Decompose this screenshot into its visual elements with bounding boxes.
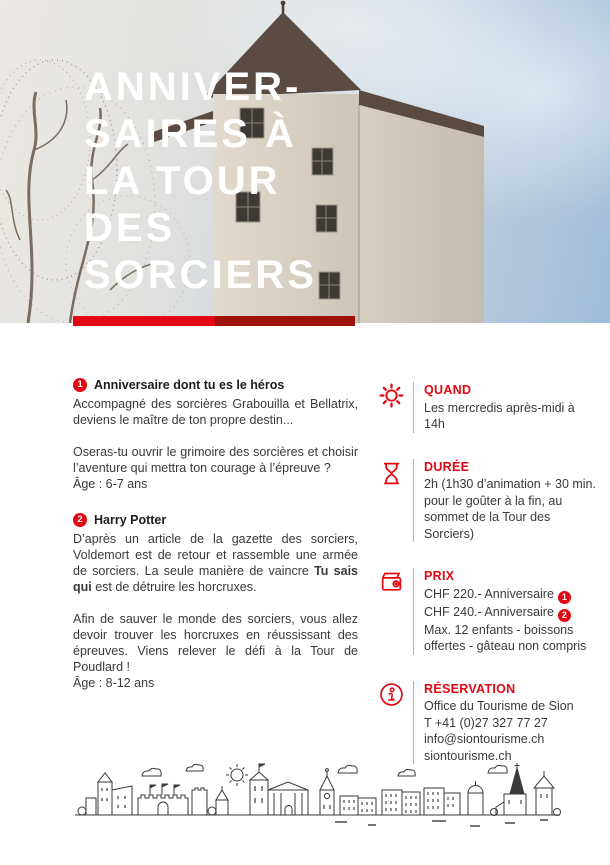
accent-bar-dark bbox=[215, 316, 355, 326]
info-block-quand bbox=[379, 382, 594, 433]
number-badge-2: 2 bbox=[73, 513, 87, 527]
info-title-prix: PRIX bbox=[424, 569, 455, 583]
section-paragraph: Oseras-tu ouvrir le grimoire des sorcières et choisir l’aventure qui mettra ton courage à l’épreuve ? bbox=[73, 445, 358, 475]
reservation-website[interactable]: siontourisme.ch bbox=[424, 748, 512, 763]
section-harry-potter bbox=[73, 512, 358, 691]
title-line: LA TOUR bbox=[84, 159, 281, 203]
price-line-1 bbox=[424, 586, 594, 604]
price-text: CHF 240.- Anniversaire bbox=[424, 604, 554, 619]
info-text-duree: 2h (1h30 d’animation + 30 min. pour le goûter à la fin, au sommet de la Tour des Sorciers) bbox=[424, 477, 596, 541]
title-line: DES bbox=[84, 206, 176, 250]
section-paragraph bbox=[73, 531, 358, 595]
practical-info-column bbox=[379, 382, 594, 790]
section-title: Harry Potter bbox=[94, 513, 167, 527]
section-paragraph: Afin de sauver le monde des sorciers, vous allez devoir trouver les horcruxes en réussissant des épreuves. Viens relever le défi à la Tour de Poudlard ! bbox=[73, 612, 358, 674]
info-block-duree bbox=[379, 459, 594, 543]
hourglass-icon bbox=[379, 459, 413, 543]
title-line: ANNIVER- bbox=[84, 65, 302, 109]
info-title-quand: QUAND bbox=[424, 383, 472, 397]
reservation-phone: T +41 (0)27 327 77 27 bbox=[424, 715, 548, 730]
description-column bbox=[73, 377, 358, 711]
info-icon bbox=[379, 681, 413, 765]
age-info: Âge : 8-12 ans bbox=[73, 676, 155, 690]
info-block-prix bbox=[379, 568, 594, 655]
accent-bar-bright bbox=[73, 316, 215, 326]
number-badge-1: 1 bbox=[558, 591, 571, 604]
number-badge-1: 1 bbox=[73, 378, 87, 392]
reservation-email[interactable]: info@siontourisme.ch bbox=[424, 732, 545, 746]
section-anniversaire-heros bbox=[73, 377, 358, 492]
price-line-2 bbox=[424, 604, 594, 622]
wallet-icon bbox=[379, 568, 413, 655]
sun-line-icon bbox=[226, 764, 248, 786]
accent-divider-bar bbox=[73, 316, 355, 326]
paragraph-text: D’après un article de la gazette des sorciers, Voldemort est de retour et rassemble une armée de sorciers. La seule manière de vaincre bbox=[73, 532, 358, 578]
title-line: SAIRES À bbox=[84, 112, 297, 156]
info-title-reservation: RÉSERVATION bbox=[424, 681, 516, 696]
page-title bbox=[84, 64, 317, 299]
paragraph-text: est de détruire les horcruxes. bbox=[91, 580, 257, 594]
city-skyline-illustration bbox=[0, 760, 610, 855]
paragraph-bold-text: Tu sais qui bbox=[73, 564, 358, 594]
info-title-duree: DURÉE bbox=[424, 459, 470, 474]
section-paragraph: Accompagné des sorcières Grabouilla et Bellatrix, deviens le maître de ton propre destin... bbox=[73, 397, 358, 427]
title-line: SORCIERS bbox=[84, 253, 317, 297]
cloud-icon bbox=[142, 764, 507, 776]
section-title: Anniversaire dont tu es le héros bbox=[94, 378, 285, 392]
info-block-reservation bbox=[379, 681, 594, 765]
price-conditions: Max. 12 enfants - boissons offertes - gâteau non compris bbox=[424, 622, 587, 653]
age-info: Âge : 6-7 ans bbox=[73, 477, 148, 491]
hero-photo bbox=[0, 0, 610, 323]
sun-icon bbox=[379, 382, 413, 433]
info-text-quand: Les mercredis après-midi à 14h bbox=[424, 400, 575, 431]
price-text: CHF 220.- Anniversaire bbox=[424, 586, 554, 601]
number-badge-2: 2 bbox=[558, 609, 571, 622]
reservation-office: Office du Tourisme de Sion bbox=[424, 699, 574, 713]
